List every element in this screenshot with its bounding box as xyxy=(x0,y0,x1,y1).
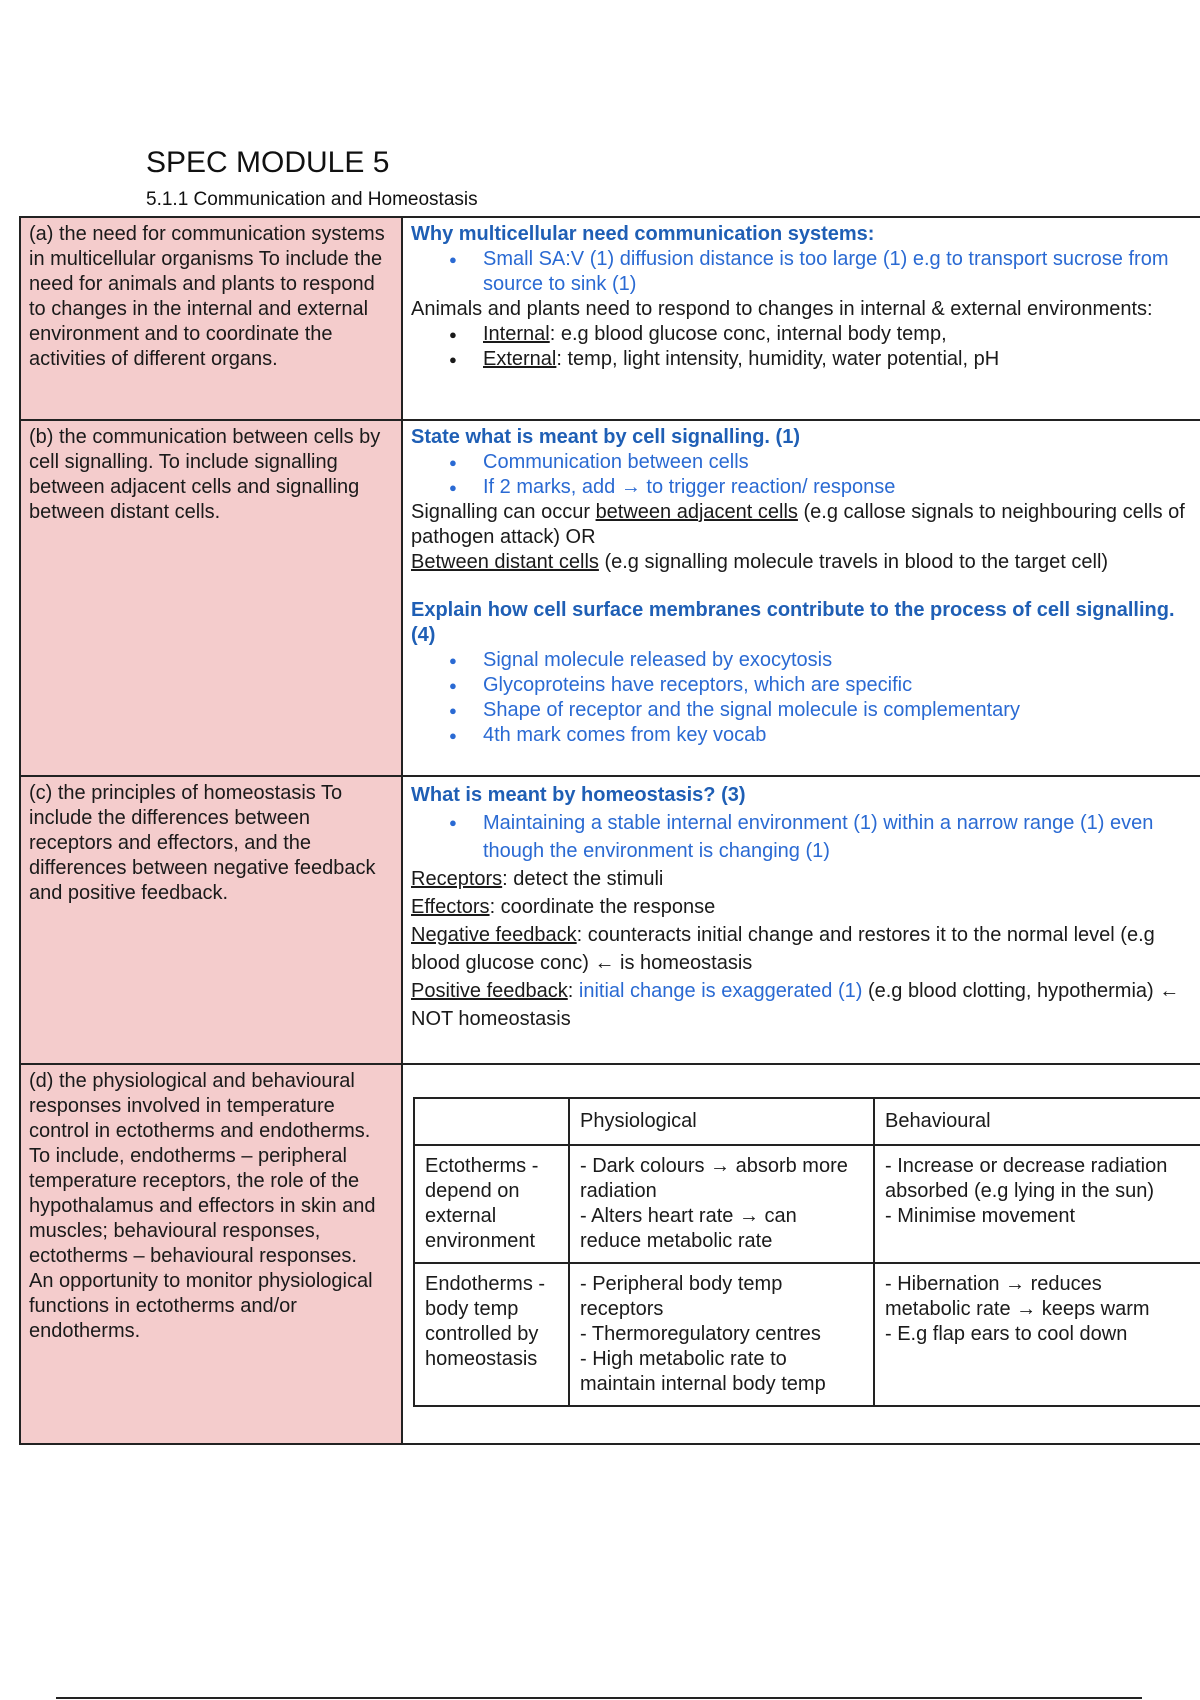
text-b-distant xyxy=(411,550,1194,575)
spec-cell-d xyxy=(20,1064,402,1444)
list-item xyxy=(483,347,1194,372)
list-item: ● If 2 marks, add → to trigger reaction/ response xyxy=(483,475,1194,500)
list-item: ● 4th mark comes from key vocab xyxy=(483,723,1194,748)
spec-row-a xyxy=(20,217,1200,420)
text-c-positive xyxy=(411,977,1194,1033)
list-item: ● Signal molecule released by exocytosis xyxy=(483,648,1194,673)
negative-label: Negative feedback xyxy=(411,924,577,946)
cell-line: - High metabolic rate to maintain internal body temp xyxy=(580,1348,826,1395)
receptors-label: Receptors xyxy=(411,868,503,890)
bullet-list-a xyxy=(411,247,1194,297)
notes-cell-c xyxy=(402,776,1200,1064)
cell-line: - Thermoregulatory centres xyxy=(580,1323,821,1345)
receptors-text: : detect the stimuli xyxy=(502,868,664,890)
table-header-cell xyxy=(414,1098,569,1145)
adjacent-label: between adjacent cells xyxy=(595,501,798,523)
question-b2: Explain how cell surface membranes contribute to the process of cell signalling. (4) xyxy=(411,599,1175,646)
table-cell-endo-physio xyxy=(569,1263,874,1406)
internal-label: Internal xyxy=(483,323,550,345)
positive-text: (e.g blood clotting, hypothermia) ← NOT homeostasis xyxy=(411,980,1180,1030)
distant-text: (e.g signalling molecule travels in blood to the target cell) xyxy=(598,551,1109,573)
table-cell-ecto-behav xyxy=(874,1145,1200,1263)
cell-line: - Increase or decrease radiation absorbed (e.g lying in the sun) xyxy=(885,1155,1168,1202)
spec-row-d xyxy=(20,1064,1200,1444)
footer-divider xyxy=(56,1697,1142,1699)
table-cell-endo-behav xyxy=(874,1263,1200,1406)
effectors-text: : coordinate the response xyxy=(489,896,716,918)
spec-row-b xyxy=(20,420,1200,776)
table-cell-endo-label: Endotherms - body temp controlled by homeostasis xyxy=(414,1263,569,1406)
internal-text: : e.g blood glucose conc, internal body temp, xyxy=(549,323,947,345)
question-a: Why multicellular need communication systems: xyxy=(411,223,875,245)
list-item: ● Communication between cells xyxy=(483,450,1194,475)
notes-cell-d xyxy=(402,1064,1200,1444)
list-item: ● Glycoproteins have receptors, which are specific xyxy=(483,673,1194,698)
table-row xyxy=(414,1145,1200,1263)
cell-line: - Minimise movement xyxy=(885,1205,1076,1227)
positive-sep: : xyxy=(567,980,579,1002)
list-item: ● Shape of receptor and the signal molecule is complementary xyxy=(483,698,1194,723)
spec-cell-a: (a) the need for communication systems in multicellular organisms To include the need for animals and plants to respond to changes in the internal and external environment and to coordinate the activities of different organs. xyxy=(20,217,402,420)
spec-d-2: To include, endotherms – peripheral temperature receptors, the role of the hypothalamus and effectors in skin and muscles; behavioural responses, ectotherms – behavioural responses. xyxy=(29,1145,376,1267)
list-item: ● Maintaining a stable internal environment (1) within a narrow range (1) even though the environment is changing (1) xyxy=(483,809,1194,865)
spec-row-c xyxy=(20,776,1200,1064)
cell-line: - E.g flap ears to cool down xyxy=(885,1323,1128,1345)
table-row xyxy=(414,1263,1200,1406)
question-c: What is meant by homeostasis? (3) xyxy=(411,784,746,806)
cell-line: - Dark colours → absorb more radiation xyxy=(580,1155,848,1202)
table-header-cell: Physiological xyxy=(569,1098,874,1145)
spec-cell-c: (c) the principles of homeostasis To include the differences between receptors and effectors, and the differences between negative feedback and positive feedback. xyxy=(20,776,402,1064)
positive-label: Positive feedback xyxy=(411,980,568,1002)
bullet-list-b2 xyxy=(411,648,1194,748)
text-b-post: (e.g callose signals to neighbouring cells of pathogen attack) OR xyxy=(411,501,1185,548)
text-b-pre: Signalling can occur xyxy=(411,501,596,523)
cell-line: - Hibernation → reduces metabolic rate → keeps warm xyxy=(885,1273,1150,1320)
notes-cell-a xyxy=(402,217,1200,420)
external-text: : temp, light intensity, humidity, water potential, pH xyxy=(556,348,1000,370)
list-item: ● Small SA:V (1) diffusion distance is too large (1) e.g to transport sucrose from source to sink (1) xyxy=(483,247,1194,297)
positive-blue: initial change is exaggerated (1) xyxy=(578,980,863,1002)
text-a-intro: Animals and plants need to respond to changes in internal & external environments: xyxy=(411,298,1153,320)
spec-cell-b: (b) the communication between cells by cell signalling. To include signalling between adjacent cells and signalling between distant cells. xyxy=(20,420,402,776)
table-cell-ecto-label: Ectotherms - depend on external environment xyxy=(414,1145,569,1263)
text-c-effectors xyxy=(411,893,1194,921)
spec-d-3: An opportunity to monitor physiological functions in ectotherms and/or endotherms. xyxy=(29,1270,373,1342)
spec-table xyxy=(19,216,1200,1445)
page-title: SPEC MODULE 5 xyxy=(146,146,390,179)
list-item xyxy=(483,322,1194,347)
text-b-signalling xyxy=(411,500,1194,550)
cell-line: - Alters heart rate → can reduce metabolic rate xyxy=(580,1205,797,1252)
table-cell-ecto-physio xyxy=(569,1145,874,1263)
spec-d-1: (d) the physiological and behavioural responses involved in temperature control in ectotherms and endotherms. xyxy=(29,1070,371,1142)
bullet-list-c xyxy=(411,809,1194,865)
effectors-label: Effectors xyxy=(411,896,490,918)
text-c-receptors xyxy=(411,865,1194,893)
table-header-cell: Behavioural xyxy=(874,1098,1200,1145)
table-row xyxy=(414,1098,1200,1145)
text-c-negative xyxy=(411,921,1194,977)
negative-text: : counteracts initial change and restores it to the normal level (e.g blood glucose conc) ← is homeostasis xyxy=(411,924,1155,974)
question-b1: State what is meant by cell signalling. (1) xyxy=(411,426,800,448)
thermo-table xyxy=(413,1097,1200,1407)
bullet-list-b1 xyxy=(411,450,1194,500)
distant-label: Between distant cells xyxy=(411,551,599,573)
external-label: External xyxy=(483,348,557,370)
bullet-list-a2 xyxy=(411,322,1194,372)
notes-cell-b xyxy=(402,420,1200,776)
cell-line: - Peripheral body temp receptors xyxy=(580,1273,783,1320)
page-subtitle: 5.1.1 Communication and Homeostasis xyxy=(146,189,478,210)
